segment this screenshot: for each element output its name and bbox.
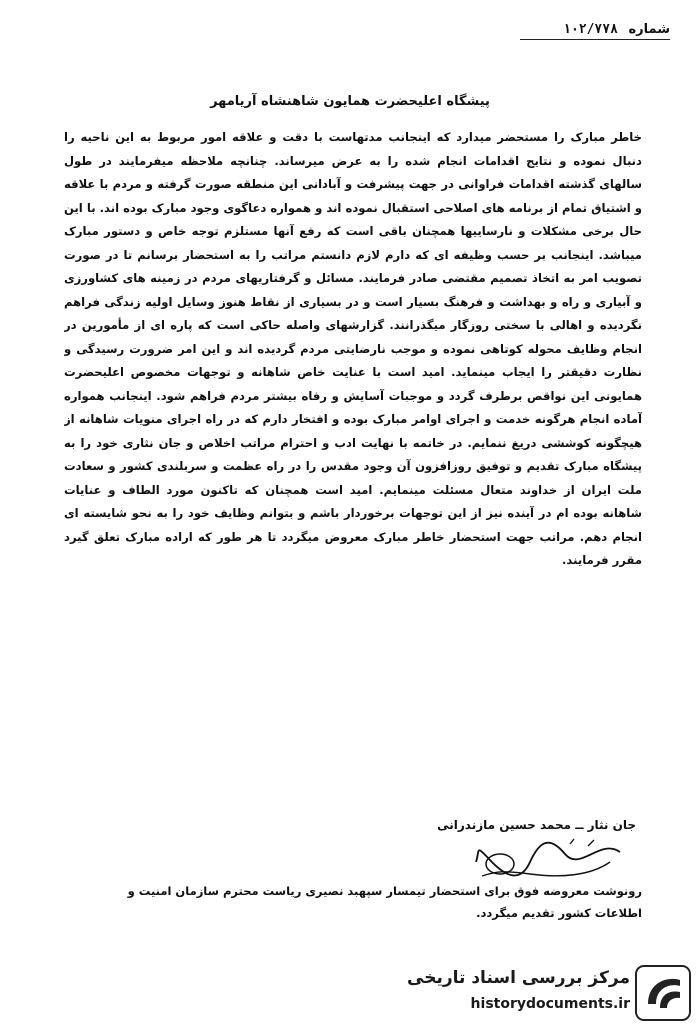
closing-line: جان نثار ــ محمد حسین مازندرانی <box>437 818 636 832</box>
watermark-url: historydocuments.ir <box>470 996 630 1012</box>
salutation-heading: پیشگاه اعلیحضرت همایون شاهنشاه آریامهر <box>210 94 490 109</box>
reference-number <box>520 22 670 40</box>
reference-value: ۱۰۲/۷۷۸ <box>563 22 618 37</box>
copy-footnote: رونوشت معروضه فوق برای استحضار تیمسار سپهبد نصیری ریاست محترم سازمان امنیت و اطلاعات کشور تقدیم میگردد. <box>127 884 642 920</box>
watermark-title: مرکز بررسی اسناد تاریخی <box>407 968 630 988</box>
letter-body: خاطر مبارک را مستحضر میدارد که اینجانب مدتهاست با دقت و علاقه امور مربوط به این ناحیه را دنبال نموده و نتایج اقدامات انجام شده را به عرض میرساند. چنانچه ملاحظه میفرمایند در طول سالهای گذشته اقدامات فراوانی در جهت پیشرفت و آبادانی این منطقه صورت گرفته و مردم با علاقه و اشتیاق تمام از برنامه های اصلاحی استقبال نموده اند و همواره دعاگوی وجود مبارک بوده اند. با این حال برخی مشکلات و نارساییها همچنان باقی است که رفع آنها مستلزم توجه خاص و دستور مبارک میباشد. اینجانب بر حسب وظیفه ای که دارم لازم دانستم مراتب را به استحضار برسانم تا در صورت تصویب امر به اتخاذ تصمیم مقتضی صادر فرمایند. مسائل و گرفتاریهای مردم در زمینه های کشاورزی و آبیاری و راه و بهداشت و فرهنگ بسیار است و در بسیاری از نقاط هنوز وسایل اولیه زندگی فراهم نگردیده و اهالی با سختی روزگار میگذرانند. گزارشهای واصله حاکی است که پاره ای از مأمورین در انجام وظایف محوله کوتاهی نموده و موجب نارضایتی مردم گردیده اند و این امر ضرورت رسیدگی و نظارت دقیقتر را ایجاب مینماید. امید است با عنایت خاص شاهانه و توجهات مخصوص اعلیحضرت همایونی این نواقص برطرف گردد و موجبات آسایش و رفاه بیشتر مردم فراهم شود. اینجانب همواره آماده انجام هرگونه خدمت و اجرای اوامر مبارک بوده و افتخار دارم که در راه اجرای منویات شاهانه از هیچگونه کوششی دریغ ننمایم. در خاتمه با نهایت ادب و احترام مراتب اخلاص و جان نثاری خود را به پیشگاه مبارک تقدیم و توفیق روزافزون آن وجود مقدس را در راه عظمت و سربلندی کشور و سعادت ملت ایران از خداوند متعال مسئلت مینمایم. امید است همچنان که تاکنون مورد الطاف و عنایات شاهانه بوده ام در آینده نیز از این توجهات برخوردار باشم و بتوانم وظایف خود را به نحو شایسته ای انجام دهم. مراتب جهت استحضار خاطر مبارک معروض میگردد تا هر طور که اراده مبارک تعلق گیرد مقرر فرمایند. <box>64 130 642 567</box>
reference-label: شماره <box>628 22 670 37</box>
archive-logo-icon <box>634 964 692 1022</box>
archive-watermark <box>392 962 692 1024</box>
handwritten-signature <box>470 832 630 884</box>
